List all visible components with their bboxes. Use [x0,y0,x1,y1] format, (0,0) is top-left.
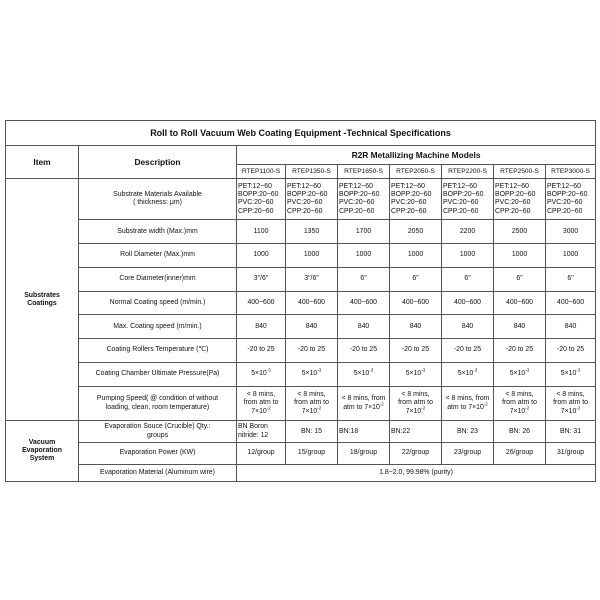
cell: 840 [338,315,390,339]
pressure-base: 5×10 [560,370,577,378]
cell: 15/group [286,442,338,464]
cell [546,363,596,387]
models-title: R2R Metallizing Machine Models [237,145,596,164]
cell: 1000 [494,244,546,268]
cell: 840 [237,315,286,339]
cell [286,363,338,387]
pressure-base: 5×10 [405,370,422,378]
cell: BN: 31 [546,421,596,443]
cell: 6" [546,267,596,291]
pressure-base: 5×10 [251,370,267,378]
table-title: Roll to Roll Vacuum Web Coating Equipment -Technical Specifications [6,121,596,146]
pressure-base: 5×10 [301,370,318,378]
cell: 6" [494,267,546,291]
row-desc: Substrate Materials Available ( thickness: μm) [79,179,237,220]
model-name: RTEP2050-S [390,165,442,179]
pumping-exp: -2 [525,405,530,411]
table-row [6,179,596,220]
cell: 2200 [442,220,494,244]
cell: -20 to 25 [286,339,338,363]
cell [390,386,442,421]
cell: BN: 23 [442,421,494,443]
row-desc: Roll Diameter (Max.)mm [79,244,237,268]
cell: -20 to 25 [390,339,442,363]
cell: 840 [286,315,338,339]
cell: 400~600 [237,291,286,315]
cell [442,363,494,387]
cell: 400~600 [286,291,338,315]
pressure-base: 5×10 [457,370,474,378]
cell: PET:12~60 BOPP:20~60 PVC:20~60 CPP:20~60 [338,179,390,220]
row-desc: Pumping Speed( @ condition of without loading, clean, room temperature) [79,386,237,421]
row-desc: Evaporation Souce (Crucible) Qty.: groups [79,421,237,443]
pressure-exp: -3 [421,367,426,373]
table-row [6,363,596,387]
pumping-text: < 8 mins, from atm to 7×10 [445,395,490,411]
cell [338,363,390,387]
pumping-text: < 8 mins, from atm to 7×10 [553,391,588,415]
cell: BN:22 [390,421,442,443]
cell: 3"/6" [237,267,286,291]
pumping-exp: -2 [483,401,488,407]
cell: 1000 [390,244,442,268]
pressure-exp: -3 [473,367,478,373]
cell: -20 to 25 [442,339,494,363]
cell: -20 to 25 [237,339,286,363]
cell: 2500 [494,220,546,244]
row-desc: Evaporation Power (KW) [79,442,237,464]
row-desc: Coating Chamber Ultimate Pressure(Pa) [79,363,237,387]
table-row [6,244,596,268]
cell: 2050 [390,220,442,244]
pumping-exp: -2 [421,405,426,411]
cell: 3"/6" [286,267,338,291]
pressure-base: 5×10 [509,370,526,378]
item-header: Item [6,145,79,179]
cell: -20 to 25 [338,339,390,363]
pumping-text: < 8 mins, from atm to 7×10 [502,391,537,415]
model-name: RTEP2200-S [442,165,494,179]
cell: 1000 [338,244,390,268]
cell: 840 [390,315,442,339]
cell: 12/group [237,442,286,464]
cell [494,363,546,387]
row-desc: Normal Coating speed (m/min.) [79,291,237,315]
table-row [6,220,596,244]
pressure-exp: -3 [576,367,581,373]
cell [286,386,338,421]
pumping-exp: -2 [266,405,271,411]
cell: 6" [442,267,494,291]
row-desc: Core Diameter(inner)mm [79,267,237,291]
cell: 18/group [338,442,390,464]
cell: 840 [546,315,596,339]
pumping-text: < 8 mins, from atm to 7×10 [398,391,433,415]
pressure-exp: -3 [266,367,271,373]
row-desc: Max. Coating speed (m/min.) [79,315,237,339]
table-row [6,315,596,339]
description-header: Description [79,145,237,179]
cell [237,386,286,421]
model-name: RTEP1650-S [338,165,390,179]
cell: 1350 [286,220,338,244]
group-vacuum: Vacuum Evaporation System [6,421,79,482]
cell: 400~600 [494,291,546,315]
cell: 3000 [546,220,596,244]
pressure-exp: -3 [317,367,322,373]
pumping-text: < 8 mins, from atm to 7×10 [243,391,279,415]
cell: 26/group [494,442,546,464]
pressure-base: 5×10 [353,370,370,378]
pumping-exp: -2 [576,405,581,411]
model-name: RTEP1350-S [286,165,338,179]
table-row [6,421,596,443]
cell: 400~600 [546,291,596,315]
model-name: RTEP1100-S [237,165,286,179]
cell: BN: 15 [286,421,338,443]
cell: 400~600 [442,291,494,315]
cell: 1000 [442,244,494,268]
cell: BN: 26 [494,421,546,443]
table-row [6,464,596,481]
cell [546,386,596,421]
table-row [6,339,596,363]
cell [390,363,442,387]
cell: 400~600 [390,291,442,315]
cell: 1000 [286,244,338,268]
cell: -20 to 25 [546,339,596,363]
cell: PET:12~60 BOPP:20~60 PVC:20~60 CPP:20~60 [390,179,442,220]
cell: 1.8~2.0, 99.98% (purity) [237,464,596,481]
cell: 1000 [237,244,286,268]
cell [338,386,390,421]
group-substrates: Substrates Coatings [6,179,79,421]
cell: 840 [442,315,494,339]
pumping-exp: -2 [317,405,322,411]
cell: 31/group [546,442,596,464]
pressure-exp: -3 [525,367,530,373]
row-desc: Substrate width (Max.)mm [79,220,237,244]
cell: BN Boron nitride: 12 [237,421,286,443]
table-row [6,442,596,464]
model-name: RTEP2500-S [494,165,546,179]
row-desc: Coating Rollers Temperature (℃) [79,339,237,363]
pumping-text: < 8 mins, from atm to 7×10 [341,395,386,411]
cell: 6" [390,267,442,291]
cell: 22/group [390,442,442,464]
cell: PET:12~60 BOPP:20~60 PVC:20~60 CPP:20~60 [237,179,286,220]
cell: PET:12~60 BOPP:20~60 PVC:20~60 CPP:20~60 [494,179,546,220]
cell: 400~600 [338,291,390,315]
spec-table [5,120,596,482]
table-row [6,291,596,315]
pressure-exp: -3 [369,367,374,373]
cell: PET:12~60 BOPP:20~60 PVC:20~60 CPP:20~60 [442,179,494,220]
cell: 1700 [338,220,390,244]
row-desc: Evaporation Material (Aluminum wire) [79,464,237,481]
cell: BN:18 [338,421,390,443]
table-row [6,386,596,421]
cell [237,363,286,387]
model-name: RTEP3000-S [546,165,596,179]
cell: 840 [494,315,546,339]
cell [494,386,546,421]
cell: PET:12~60 BOPP:20~60 PVC:20~60 CPP:20~60 [286,179,338,220]
table-row [6,267,596,291]
cell: 1000 [546,244,596,268]
cell: 6" [338,267,390,291]
pumping-text: < 8 mins, from atm to 7×10 [294,391,329,415]
cell [442,386,494,421]
cell: -20 to 25 [494,339,546,363]
cell: 1100 [237,220,286,244]
cell: 23/group [442,442,494,464]
cell: PET:12~60 BOPP:20~60 PVC:20~60 CPP:20~60 [546,179,596,220]
pumping-exp: -2 [379,401,384,407]
